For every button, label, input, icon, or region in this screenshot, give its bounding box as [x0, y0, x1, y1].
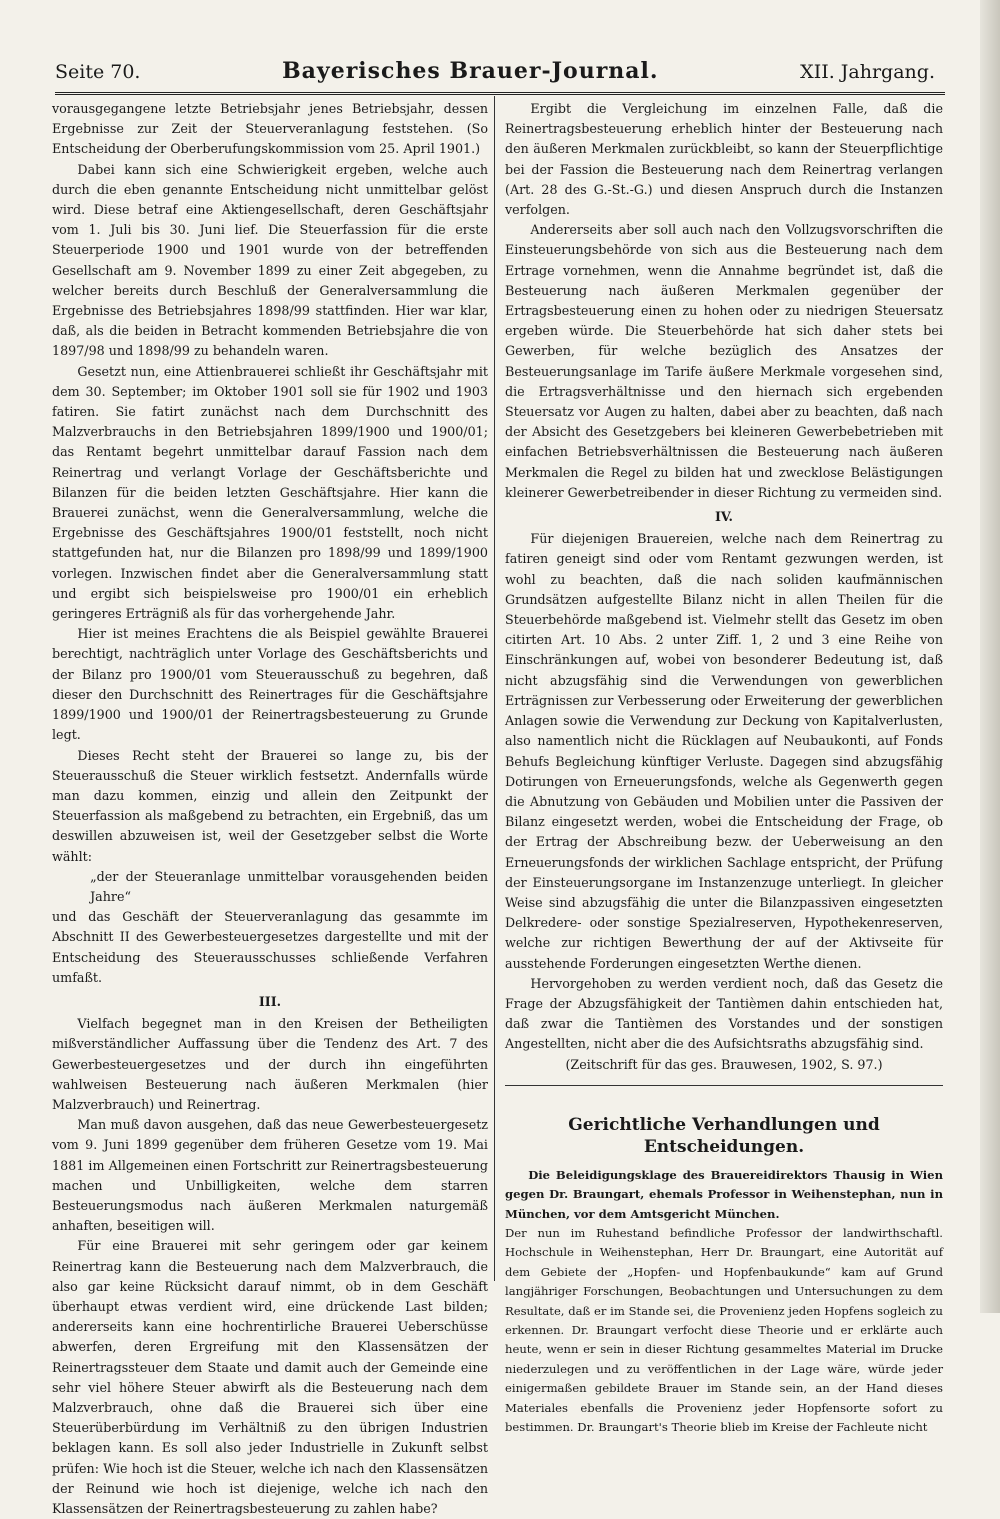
page-number: Seite 70. [55, 61, 141, 83]
section-number: IV. [715, 509, 733, 525]
paragraph: Hier ist meines Erachtens die als Beispiel gewählte Brauerei berechtigt, nachträglich unter Vorlage des Geschäftsberichts und der Bilanz pro 1900/01 vom Steuerausschuß zu begehren, daß dieser den Durchschnitt des Reinertrages für die Geschäftsjahre 1899/1900 und 1900/01 der Reinertragsbesteuerung zu Grunde legt. [52, 626, 488, 743]
right-column [505, 99, 943, 1437]
paragraph: Für diejenigen Brauereien, welche nach dem Reinertrag zu fatiren geneigt sind oder vom Rentamt gezwungen werden, ist wohl zu beachten, daß die nach soliden kaufmännischen Grundsätzen aufgestellte Bilanz nicht in allen Theilen für die Steuerbehörde maßgebend ist. Vielmehr stellt das Gesetz im oben citirten Art. 10 Abs. 2 unter Ziff. 1, 2 und 3 eine Reihe von Einschränkungen auf, wobei von besonderer Bedeutung ist, daß nicht abzugsfähig sind die Verwendungen von gewerblichen Erträgnissen zur Verbesserung oder Erweiterung der gewerblichen Anlagen sowie die Verwendung zur Deckung von Kapitalverlusten, also namentlich nicht die Rücklagen auf Neubaukonti, auf Fonds Behufs Begleichung künftiger Verluste. Dagegen sind abzugsfähig Dotirungen von Erneuerungsfonds, welche als Gegenwerth gegen die Abnutzung von Gebäuden und Mobilien unter die Passiven der Bilanz eingesetzt werden, wobei die Entscheidung der Frage, ob der Ertrag der Abschreibung bezw. der Ueberweisung an den Erneuerungsfonds der wirklichen Sachlage entspricht, der Prüfung der Einsteuerungsorgane im Instanzenzuge unterliegt. In gleicher Weise sind abzugsfähig die unter die Bilanzpassiven eingesetzten Delkredere- oder sonstige Spezialreserven, Hypothekenreserven, welche zur richtigen Bewerthung der auf der Aktivseite für ausstehende Forderungen eingesetzten Werthe dienen. [505, 531, 943, 971]
paragraph: Ergibt die Vergleichung im einzelnen Falle, daß die Reinertragsbesteuerung erheblich hinter der Besteuerung nach den äußeren Merkmalen zurückbleibt, so kann der Steuerpflichtige bei der Fassion die Besteuerung nach dem Reinertrag verlangen (Art. 28 des G.-St.-G.) und diesen Anspruch durch die Instanzen verfolgen. [505, 101, 943, 218]
page-edge-shadow [980, 0, 1000, 1313]
paragraph: Dabei kann sich eine Schwierigkeit ergeben, welche auch durch die eben genannte Entscheidung nicht unmittelbar gelöst wird. Diese betraf eine Aktiengesellschaft, deren Geschäftsjahr vom 1. Juli bis 30. Juni lief. Die Steuerfassion für die erste Steuerperiode 1900 und 1901 wurde von der betreffenden Gesellschaft am 9. November 1899 zu einer Zeit abgegeben, zu welcher bereits durch Beschluß der Generalversammlung die Ergebnisse des Betriebsjahres 1898/99 stattfinden. Hier war klar, daß, als die beiden in Betracht kommenden Betriebsjahre die von 1897/98 und 1898/99 zu behandeln waren. [52, 161, 488, 359]
journal-title: Bayerisches Brauer-Journal. [282, 58, 659, 84]
page-header [55, 58, 935, 88]
column-divider [494, 96, 495, 1281]
paragraph: Dieses Recht steht der Brauerei so lange zu, bis der Steuerausschuß die Steuer wirklich festsetzt. Andernfalls würde man dazu kommen, einzig und allein den Zeitpunkt der Steuerfassion als maßgebend zu betrachten, ein Ergebniß, das um deswillen abzuweisen ist, weil der Gesetzgeber selbst die Worte wählt: [52, 747, 488, 864]
quotation: „der der Steueranlage unmittelbar vorausgehenden beiden Jahre“ [90, 868, 488, 904]
header-rule [55, 92, 945, 95]
paragraph: Vielfach begegnet man in den Kreisen der Betheiligten mißverständlicher Auffassung über die Tendenz des Art. 7 des Gewerbesteuergesetzes und der durch ihn eingeführten wahlweisen Besteuerung nach äußeren Merkmalen (hier Malzverbrauch) und Reinertrag. [52, 1016, 488, 1112]
section-rule [505, 1085, 943, 1086]
paragraph: vorausgegangene letzte Betriebsjahr jenes Betriebsjahr, dessen Ergebnisse zur Zeit der Steuerveranlagung feststehen. (So Entscheidung der Oberberufungskommission vom 25. April 1901.) [52, 101, 488, 157]
paragraph: Hervorgehoben zu werden verdient noch, daß das Gesetz die Frage der Abzugsfähigkeit der Tantièmen dahin entschieden hat, daß zwar die Tantièmen des Vorstandes und der sonstigen Angestellten, nicht aber die des Aufsichtsraths abzugsfähig sind. [505, 975, 943, 1052]
paragraph: Für eine Brauerei mit sehr geringem oder gar keinem Reinertrag kann die Besteuerung nach dem Malzverbrauch, die also gar keine Rücksicht darauf nimmt, ob in dem Geschäft überhaupt etwas verdient wird, eine drückende Last bilden; andererseits kann eine hochrentirliche Brauerei Ueberschüsse abwerfen, deren Ergreifung mit den Klassensätzen der Reinertragssteuer dem Staate und damit auch der Gemeinde eine sehr viel höhere Steuer abwirft als die Besteuerung nach dem Malzverbrauch, ohne daß die Brauerei sich über eine Steuerüberbürdung im Verhältniß zu den übrigen Industrien beklagen kann. Es soll also jeder Industrielle in Zukunft selbst prüfen: Wie hoch ist die Steuer, welche ich nach den Klassensätzen der Reinund wie hoch ist diejenige, welche ich nach den Klassensätzen der Reinertragsbesteuerung zu zahlen habe? [52, 1238, 488, 1517]
citation: (Zeitschrift für das ges. Brauwesen, 1902, S. 97.) [565, 1056, 883, 1072]
paragraph: Andererseits aber soll auch nach den Vollzugsvorschriften die Einsteuerungsbehörde von sich aus die Besteuerung nach dem Ertrage vornehmen, wenn die Annahme begründet ist, daß die Besteuerung nach äußeren Merkmalen gegenüber der Ertragsbesteuerung einen zu hohen oder zu niedrigen Steuersatz ergeben würde. Die Steuerbehörde hat sich daher stets bei Gewerben, für welche bezüglich des Ansatzes der Besteuerungsanlage im Tarife äußere Merkmale vorgesehen sind, die Ertragsverhältnisse und den hiernach sich ergebenden Steuersatz vor Augen zu halten, dabei aber zu beachten, daß nach der Absicht des Gesetzgebers bei kleineren Gewerbebetrieben mit einfachen Betriebsverhältnissen die Besteuerung nach äußeren Merkmalen die Regel zu bilden hat und zwecklose Belästigungen kleinerer Gewerbetreibender in dieser Richtung zu vermeiden sind. [505, 222, 943, 500]
paragraph: Der nun im Ruhestand befindliche Professor der landwirthschaftl. Hochschule in Weihenstephan, Herr Dr. Braungart, eine Autorität auf dem Gebiete der „Hopfen- und Hopfenbaukunde“ kam auf Grund langjähriger Forschungen, Beobachtungen und Untersuchungen zu dem Resultate, daß er im Stande sei, die Provenienz jeden Hopfens sogleich zu erkennen. Dr. Braungart verfocht diese Theorie und er erklärte auch heute, wenn er sein in dieser Richtung gesammeltes Material im Drucke niederzulegen und zu veröffentlichen in der Lage wäre, würde jeder einigermaßen gebildete Brauer im Stande sein, an der Hand dieses Materiales ebenfalls die Provenienz jeder Hopfensorte sofort zu bestimmen. Dr. Braungart's Theorie blieb im Kreise der Fachleute nicht [505, 1225, 943, 1435]
article-lead: Die Beleidigungsklage des Brauereidirektors Thausig in Wien gegen Dr. Braungart, ehemals Professor in Weihenstephan, nun in München, vor dem Amtsgericht München. [505, 1167, 943, 1221]
paragraph: und das Geschäft der Steuerveranlagung das gesammte im Abschnitt II des Gewerbesteuergesetzes dargestellte und mit der Entscheidung des Steuerausschusses schließende Verfahren umfaßt. [52, 909, 488, 985]
section-number: III. [258, 993, 282, 1009]
section-heading: Gerichtliche Verhandlungen und Entscheidungen. [568, 1114, 880, 1157]
paragraph: Gesetzt nun, eine Attienbrauerei schließt ihr Geschäftsjahr mit dem 30. September; im Oktober 1901 soll sie für 1902 und 1903 fatiren. Sie fatirt zunächst nach dem Durchschnitt des Malzverbrauchs in den Betriebsjahren 1899/1900 und 1900/01; das Rentamt begehrt unmittelbar darauf Fassion nach dem Reinertrag und verlangt Vorlage der Geschäftsberichte und Bilanzen für die beiden letzten Geschäftsjahre. Hier kann die Brauerei zunächst, wenn die Generalversammlung, welche die Ergebnisse des Geschäftsjahres 1900/01 feststellt, noch nicht stattgefunden hat, nur die Bilanzen pro 1898/99 und 1899/1900 vorlegen. Inzwischen findet aber die Generalversammlung statt und ergibt sich beispielsweise pro 1900/01 ein erheblich geringeres Erträgniß als für das vorhergehende Jahr. [52, 363, 488, 622]
left-column [52, 99, 488, 1519]
volume-label: XII. Jahrgang. [800, 61, 935, 83]
paragraph: Man muß davon ausgehen, daß das neue Gewerbesteuergesetz vom 9. Juni 1899 gegenüber dem früheren Gesetze vom 19. Mai 1881 im Allgemeinen einen Fortschritt zur Reinertragsbesteuerung machen und Unbilligkeiten, welche dem starren Besteuerungsmodus nach äußeren Merkmalen naturgemäß anhaften, beseitigen will. [52, 1117, 488, 1234]
